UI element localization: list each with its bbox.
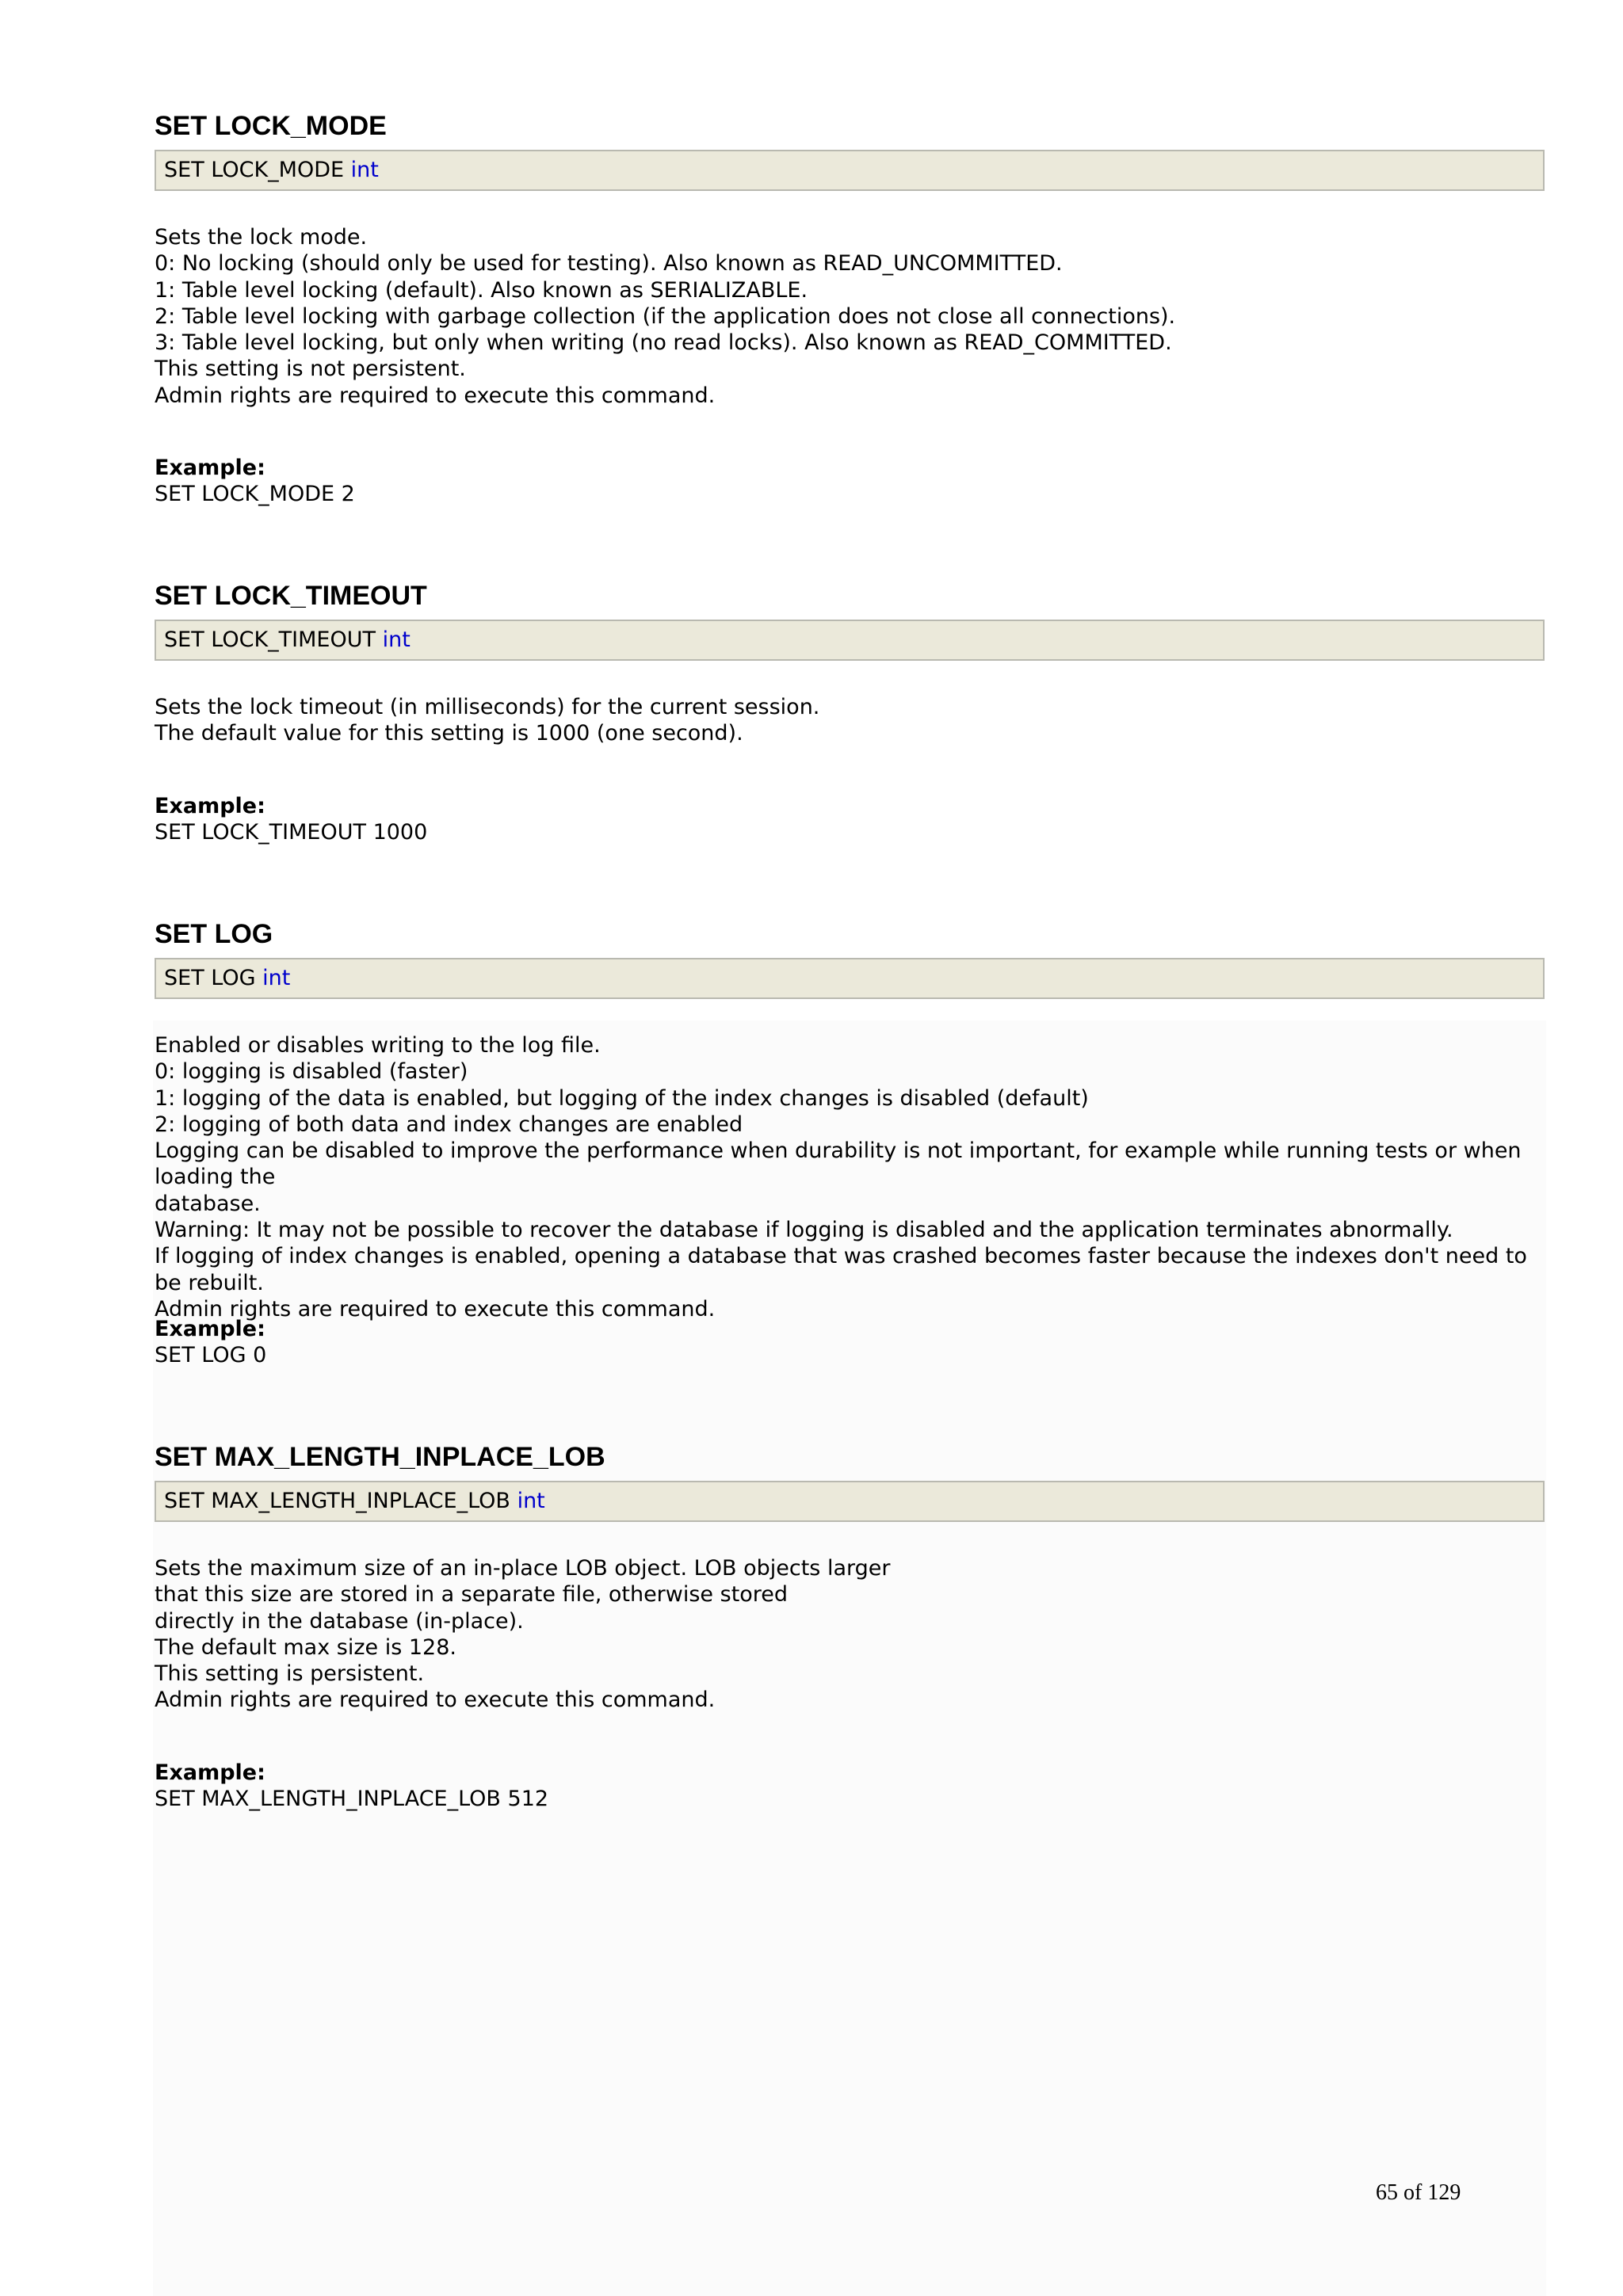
description-line: 2: Table level locking with garbage collection (if the application does not close all connections). (155, 303, 1176, 329)
syntax-keyword: SET LOCK_TIMEOUT (164, 627, 376, 652)
description-line: database. (155, 1191, 261, 1216)
description-line: 0: logging is disabled (faster) (155, 1059, 468, 1085)
page-number: 65 of 129 (1376, 2180, 1461, 2205)
syntax-box (155, 150, 1545, 191)
syntax-keyword: SET LOCK_MODE (164, 158, 345, 182)
example-label: Example: (155, 456, 265, 480)
description-line: If logging of index changes is enabled, opening a database that was crashed becomes faster because the indexes don't need to be rebuilt. (155, 1244, 1527, 1295)
example-block (155, 1760, 1545, 1812)
example-block (155, 793, 1545, 845)
description-line: 2: logging of both data and index changes are enabled (155, 1112, 743, 1137)
syntax-box (155, 1481, 1545, 1522)
description-line: Admin rights are required to execute this command. (155, 1688, 716, 1713)
syntax-keyword: SET MAX_LENGTH_INPLACE_LOB (164, 1489, 510, 1513)
description-line: 0: No locking (should only be used for testing). Also known as READ_UNCOMMITTED. (155, 251, 1063, 277)
section-title: SET LOCK_TIMEOUT (155, 581, 427, 611)
example-label: Example: (155, 1760, 265, 1785)
example-code: SET LOCK_MODE 2 (155, 482, 355, 506)
example-label: Example: (155, 1317, 265, 1341)
description-line: The default max size is 128. (155, 1634, 456, 1660)
syntax-type-link[interactable]: int (517, 1489, 545, 1513)
description (155, 224, 1545, 409)
example-code: SET LOCK_TIMEOUT 1000 (155, 820, 428, 845)
description-line: Sets the lock timeout (in milliseconds) for the current session. (155, 695, 820, 719)
description-line: Admin rights are required to execute this command. (155, 1296, 716, 1322)
description-line: Sets the maximum size of an in-place LOB object. LOB objects larger (155, 1556, 891, 1581)
section-title: SET MAX_LENGTH_INPLACE_LOB (155, 1442, 605, 1472)
description (155, 694, 1545, 747)
syntax-type-link[interactable]: int (262, 966, 291, 990)
syntax-box (155, 620, 1545, 661)
syntax-box (155, 958, 1545, 999)
section-title: SET LOCK_MODE (155, 111, 387, 141)
example-label: Example: (155, 794, 265, 818)
syntax-keyword: SET LOG (164, 966, 256, 990)
description (155, 1032, 1545, 1322)
description-line: Admin rights are required to execute this command. (155, 383, 716, 408)
description-line: 3: Table level locking, but only when writing (no read locks). Also known as READ_COMMITTED. (155, 330, 1172, 356)
description-line: Logging can be disabled to improve the performance when durability is not important, for example while running tests or when loading the (155, 1138, 1522, 1190)
description-line: 1: logging of the data is enabled, but logging of the index changes is disabled (default) (155, 1085, 1089, 1111)
description-line: 1: Table level locking (default). Also known as SERIALIZABLE. (155, 277, 808, 303)
description-line: Enabled or disables writing to the log file. (155, 1033, 601, 1058)
description-line: Warning: It may not be possible to recover the database if logging is disabled and the application terminates abnormally. (155, 1218, 1453, 1243)
example-code: SET MAX_LENGTH_INPLACE_LOB 512 (155, 1787, 549, 1811)
section-title: SET LOG (155, 919, 273, 949)
syntax-type-link[interactable]: int (382, 627, 411, 652)
description-line: that this size are stored in a separate file, otherwise stored (155, 1582, 789, 1608)
description-line: This setting is persistent. (155, 1661, 425, 1687)
example-block (155, 1316, 1545, 1368)
description (155, 1555, 1545, 1714)
example-code: SET LOG 0 (155, 1343, 267, 1367)
description-line: The default value for this setting is 1000 (one second). (155, 721, 743, 746)
description-line: This setting is not persistent. (155, 357, 466, 382)
description-line: directly in the database (in-place). (155, 1608, 524, 1634)
description-line: Sets the lock mode. (155, 225, 368, 250)
syntax-type-link[interactable]: int (350, 158, 379, 182)
example-block (155, 455, 1545, 507)
